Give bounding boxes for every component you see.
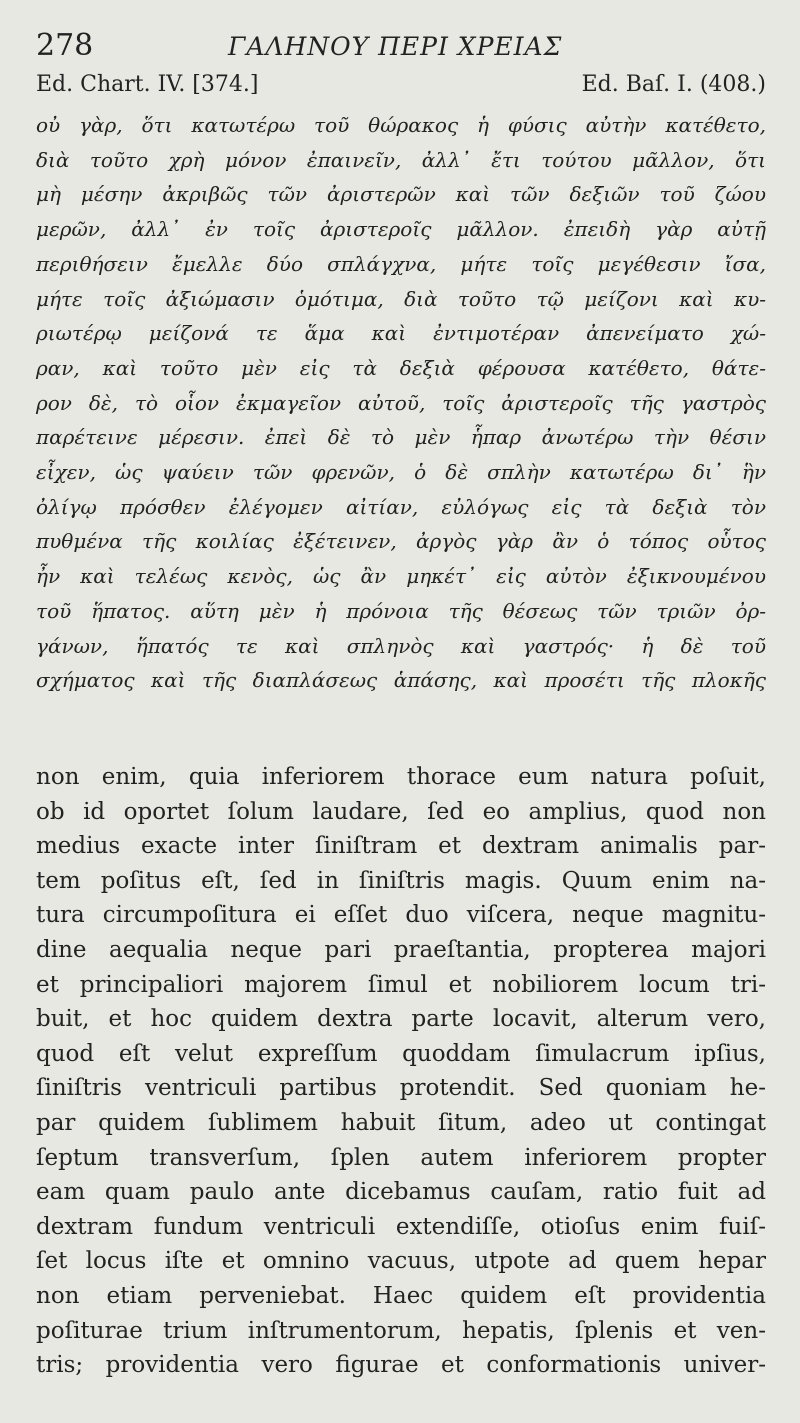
greek-line: μήτε τοῖς ἀξιώμασιν ὁμότιμα, διὰ τοῦτο τῷ μείζονι καὶ κυ- <box>36 286 766 311</box>
running-head <box>36 28 766 68</box>
edition-reference-line <box>36 72 766 106</box>
greek-line: μερῶν, ἀλλ᾽ ἐν τοῖς ἀριστεροῖς μᾶλλον. ἐπειδὴ γὰρ αὐτῇ <box>36 217 766 242</box>
greek-line: περιθήσειν ἔμελλε δύο σπλάγχνα, μήτε τοῖς μεγέθεσιν ἴσα, <box>36 251 766 276</box>
latin-line: medius exacte inter ſiniſtram et dextram animalis par- <box>36 833 766 860</box>
greek-line: διὰ τοῦτο χρὴ μόνον ἐπαινεῖν, ἀλλ᾽ ἔτι τούτου μᾶλλον, ὅτι <box>36 147 766 172</box>
greek-line: μὴ μέσην ἀκριβῶς τῶν ἀριστερῶν καὶ τῶν δεξιῶν τοῦ ζώου <box>36 182 766 207</box>
greek-line: ριωτέρῳ μείζονά τε ἅμα καὶ ἐντιμοτέραν ἀπενείματο χώ- <box>36 321 766 346</box>
latin-line: quod eſt velut expreſſum quoddam ſimulacrum ipſius, <box>36 1040 766 1067</box>
greek-line: οὐ γὰρ, ὅτι κατωτέρω τοῦ θώρακος ἡ φύσις αὐτὴν κατέθετο, <box>36 113 766 137</box>
greek-line: ἦν καὶ τελέως κενὸς, ὡς ἂν μηκέτ᾽ εἰς αὐτὸν ἐξικνουμένου <box>36 564 766 589</box>
running-title: ΓΑΛΗΝΟΥ ΠΕΡΙ ΧΡΕΙΑΣ <box>228 32 563 61</box>
page-number: 278 <box>36 28 94 63</box>
latin-text-block <box>36 760 766 1383</box>
greek-line: εἶχεν, ὡς ψαύειν τῶν φρενῶν, ὁ δὲ σπλὴν κατωτέρω δι᾽ ἣν <box>36 460 766 485</box>
greek-line: πυθμένα τῆς κοιλίας ἐξέτεινεν, ἀργὸς γὰρ ἂν ὁ τόπος οὗτος <box>36 529 766 554</box>
edition-reference-left: Ed. Chart. IV. [374.] <box>36 72 259 97</box>
latin-line: tris; providentia vero figurae et conformationis univer- <box>36 1352 766 1379</box>
latin-line: ob id oportet ſolum laudare, ſed eo amplius, quod non <box>36 798 766 825</box>
greek-text-block <box>36 108 766 698</box>
greek-line: παρέτεινε μέρεσιν. ἐπεὶ δὲ τὸ μὲν ἧπαρ ἀνωτέρω τὴν θέσιν <box>36 425 766 450</box>
latin-line: dine aequalia neque pari praeſtantia, propterea majori <box>36 936 766 963</box>
greek-line: ρον δὲ, τὸ οἷον ἐκμαγεῖον αὐτοῦ, τοῖς ἀριστεροῖς τῆς γαστρὸς <box>36 390 766 415</box>
latin-line: dextram fundum ventriculi extendiſſe, otioſus enim fuiſ- <box>36 1213 766 1240</box>
latin-line: ſet locus iſte et omnino vacuus, utpote ad quem hepar <box>36 1248 766 1275</box>
latin-line: poſiturae trium inſtrumentorum, hepatis, ſplenis et ven- <box>36 1317 766 1344</box>
greek-line: τοῦ ἥπατος. αὕτη μὲν ἡ πρόνοια τῆς θέσεως τῶν τριῶν ὀρ- <box>36 598 766 623</box>
latin-line: non enim, quia inferiorem thorace eum natura poſuit, <box>36 764 766 790</box>
latin-line: non etiam perveniebat. Haec quidem eſt providentia <box>36 1282 766 1309</box>
latin-line: eam quam paulo ante dicebamus cauſam, ratio fuit ad <box>36 1179 766 1206</box>
latin-line: par quidem ſublimem habuit ſitum, adeo ut contingat <box>36 1109 766 1136</box>
greek-line: ὀλίγῳ πρόσθεν ἐλέγομεν αἰτίαν, εὐλόγως εἰς τὰ δεξιὰ τὸν <box>36 494 766 519</box>
latin-line: tem poſitus eſt, ſed in ſiniſtris magis. Quum enim na- <box>36 867 766 894</box>
greek-line: ραν, καὶ τοῦτο μὲν εἰς τὰ δεξιὰ φέρουσα κατέθετο, θάτε- <box>36 355 766 380</box>
greek-line: γάνων, ἥπατός τε καὶ σπληνὸς καὶ γαστρός· ἡ δὲ τοῦ <box>36 633 766 658</box>
edition-reference-right: Ed. Baſ. I. (408.) <box>581 72 766 97</box>
latin-line: ſeptum transverſum, ſplen autem inferiorem propter <box>36 1144 766 1171</box>
latin-line: tura circumpoſitura ei eſſet duo viſcera, neque magnitu- <box>36 902 766 929</box>
latin-line: ſiniſtris ventriculi partibus protendit. Sed quoniam he- <box>36 1075 766 1102</box>
latin-line: buit, et hoc quidem dextra parte locavit, alterum vero, <box>36 1006 766 1033</box>
greek-line: σχήματος καὶ τῆς διαπλάσεως ἁπάσης, καὶ προσέτι τῆς πλοκῆς <box>36 668 766 693</box>
latin-line: et principaliori majorem ſimul et nobiliorem locum tri- <box>36 971 766 998</box>
